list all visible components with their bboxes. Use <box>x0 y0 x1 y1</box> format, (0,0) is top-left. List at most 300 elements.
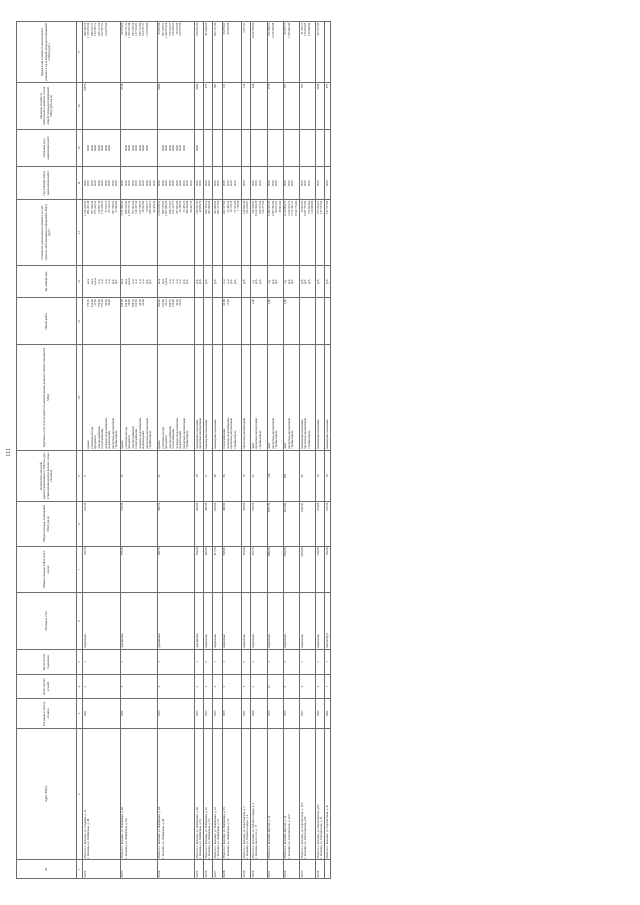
year-finish-line: 2019 <box>241 180 246 187</box>
unit-line: руб. <box>110 278 115 284</box>
volume-cell <box>242 298 251 345</box>
volume-line: 44,50 <box>103 299 108 306</box>
year-finish-line: 2018 <box>164 180 169 187</box>
plan-date-line: 2048 <box>103 145 108 151</box>
address-line: Итого по г. Коломна, ул. Гагарина, д. 32 <box>82 809 87 859</box>
unit-cell <box>83 265 120 298</box>
wall-material-cell <box>251 593 267 649</box>
cost-cell <box>120 200 157 266</box>
column-header: Ед. измере-ния <box>17 265 77 298</box>
total-area-line: 7656,30 <box>283 547 288 557</box>
cost-line: 203 666,04 <box>212 200 217 214</box>
unit-line: руб. <box>303 278 308 284</box>
cost-line: 64 459,66 <box>151 200 156 213</box>
cost-line: 886 451,48 <box>86 200 91 214</box>
address-line: г. Коломна, ул. Пролетарская, д.65 <box>303 816 308 859</box>
floors-line: 2 <box>241 685 246 688</box>
volume-line: 458,00 <box>123 299 128 308</box>
specific-cost-cell <box>325 82 331 129</box>
premises-area-cell <box>251 502 267 546</box>
volume-line: 219,50 <box>134 299 139 308</box>
year-finish-line: 2018 <box>127 180 132 187</box>
unit-line: кв.м <box>123 278 128 285</box>
limit-cost-line: 347 537,00 <box>315 22 320 36</box>
floors-cell <box>267 675 283 698</box>
cost-line: 88 903,62 <box>277 200 282 213</box>
floors-line: 2 <box>250 685 255 688</box>
limit-cost-line: 85 878,86 <box>120 22 125 35</box>
column-header: № <box>17 860 77 879</box>
plan-date-line: 2048 <box>100 145 105 151</box>
unit-line: руб. <box>290 278 295 284</box>
column-header: Плановая дата завершения работ <box>17 129 77 166</box>
plan-date-line: 2048 <box>167 145 172 151</box>
year-finish-line: 2018 <box>134 180 139 187</box>
residents-line: 15 <box>120 474 125 478</box>
specific-cost-line: 1772 <box>267 83 272 90</box>
year-finish-line: 2019 <box>290 180 295 187</box>
volume-cell <box>83 298 120 345</box>
unit-line: руб. <box>306 278 311 284</box>
cost-line: 273 254,21 <box>315 200 320 214</box>
entrances-cell <box>283 649 299 675</box>
limit-cost-line: 6 180 780,00 <box>250 22 255 38</box>
unit-cell <box>251 265 267 298</box>
works-list-line: проектная документация <box>110 418 115 449</box>
unit-cell <box>242 265 251 298</box>
residents-line: 282 <box>283 473 288 478</box>
unit-line: руб. <box>315 278 320 284</box>
floors-cell <box>242 675 251 698</box>
table-row <box>325 22 331 879</box>
wall-material-cell <box>204 593 213 649</box>
works-list-line: крыша <box>120 440 125 449</box>
works-list-line: проектная документация <box>241 418 246 449</box>
year-line: 1975 <box>283 710 288 717</box>
column-number: 2 <box>77 729 83 860</box>
unit-cell <box>204 265 213 298</box>
year-finish-cell <box>222 167 242 200</box>
volume-line: 2,00 <box>267 299 272 305</box>
unit-line: п.м <box>167 279 172 284</box>
year-finish-line: 2018 <box>93 180 98 187</box>
residents-cell <box>251 450 267 502</box>
volume-cell <box>283 298 299 345</box>
wall-material-line: кирпичные <box>267 634 272 648</box>
wall-material-line: кирпичные <box>212 634 217 648</box>
year-finish-cell <box>283 167 299 200</box>
plan-date-line: 2048 <box>164 145 169 151</box>
cost-line: 203 666,04 <box>207 200 212 214</box>
works-list-cell <box>83 345 120 450</box>
column-header: Год ввода в эксплу-атацию <box>17 698 77 728</box>
entrances-cell <box>204 649 213 675</box>
works-list-line: теплоснабжение <box>222 428 227 449</box>
column-header: Стоимость капитального ремонта за счет средств собственников помещений в МКД (руб.) <box>17 200 77 266</box>
year-line: 1955 <box>194 710 199 717</box>
year-finish-line: 2018 <box>103 180 108 187</box>
premises-area-cell <box>316 502 325 546</box>
row-number-cell: 66.91. <box>267 860 283 879</box>
entrances-cell <box>194 649 203 675</box>
volume-cell <box>251 298 267 345</box>
volume-line: 374,00 <box>96 299 101 308</box>
unit-line: п.м <box>134 279 139 284</box>
cost-line: 858 570,94 <box>123 200 128 214</box>
plan-date-cell <box>222 129 242 166</box>
table-row <box>213 22 222 879</box>
specific-cost-line: 9269 <box>194 83 199 90</box>
plan-date-line: 2048 <box>160 145 165 151</box>
plan-date-line: 2048 <box>174 145 179 151</box>
works-list-line: крыша <box>157 440 162 449</box>
year-finish-line: 2018 <box>137 180 142 187</box>
limit-cost-line: 104 371,57 <box>141 22 146 36</box>
table-row <box>194 22 203 879</box>
premises-area-cell <box>157 502 194 546</box>
specific-cost-cell <box>213 82 222 129</box>
year-cell <box>204 698 213 728</box>
address-line: Итого по г. Коломна, ул. Хлыстовская, д. 2 <box>241 806 246 859</box>
cost-line: 74 935,17 <box>144 200 149 213</box>
limit-cost-line: 202 157,00 <box>212 22 217 36</box>
limit-cost-line: 56 873,61 <box>222 22 227 35</box>
unit-line: ед. <box>267 279 272 284</box>
cost-line: 298 508,08 <box>185 200 190 214</box>
floors-cell <box>157 675 194 698</box>
floors-cell <box>222 675 242 698</box>
total-area-line: 958,90 <box>222 547 227 556</box>
unit-cell <box>267 265 283 298</box>
column-header: Материал стен <box>17 593 77 649</box>
wall-material-cell <box>299 593 315 649</box>
limit-cost-line: 135 970,00 <box>144 22 149 36</box>
entrances-cell <box>213 649 222 675</box>
year-line: 1957 <box>299 710 304 717</box>
wall-material-line: деревянные <box>157 633 162 648</box>
cost-cell <box>251 200 267 266</box>
floors-line: 3 <box>203 685 208 688</box>
cost-line: 4 905 585,89 <box>270 200 275 217</box>
table-row <box>83 22 120 879</box>
cost-line: 1 207 868,26 <box>164 200 169 217</box>
volume-cell <box>325 298 331 345</box>
works-list-line: инженерные изыскания <box>203 419 208 449</box>
works-list-line: стройконтроль <box>148 430 153 449</box>
cost-cell <box>157 200 194 266</box>
plan-date-line: 2048 <box>96 145 101 151</box>
year-finish-line: 2019 <box>232 180 237 187</box>
address-cell <box>283 729 299 860</box>
unit-line: руб. <box>299 278 304 284</box>
unit-line: кв.м <box>89 278 94 285</box>
limit-cost-line: 3 077,41 <box>241 22 246 33</box>
year-line: 1955 <box>222 710 227 717</box>
year-finish-cell <box>316 167 325 200</box>
cost-line: 1 078 157,32 <box>127 200 132 217</box>
wall-material-line: кирпичные <box>299 634 304 648</box>
cost-line: 38 188,24 <box>178 200 183 213</box>
year-line: 1960 <box>250 710 255 717</box>
limit-cost-line: 144 675,60 <box>103 22 108 36</box>
premises-area-line: 105,30 <box>82 502 87 511</box>
plan-date-cell <box>242 129 251 166</box>
table-row <box>316 22 325 879</box>
unit-line: руб. <box>198 278 203 284</box>
address-line: г. Коломна, шоссе 4-е, д. 17 <box>254 824 259 859</box>
address-line: Итого по г. Коломна, мкр 4-й, д. 32 <box>267 815 272 859</box>
unit-line: руб. <box>148 278 153 284</box>
limit-cost-line: 1 335 672,04 <box>86 22 91 38</box>
residents-cell <box>267 450 283 502</box>
unit-line: руб. <box>212 278 217 284</box>
address-line: г. Коломна, ул. Фабричная, д. 6А <box>123 818 128 859</box>
table-row <box>251 22 267 879</box>
premises-area-line: 384,90 <box>241 502 246 511</box>
cost-line: 1 739,96 <box>236 200 241 211</box>
limit-cost-line: 85 957,17 <box>283 22 288 35</box>
column-header: Предельная стоимость капитального ремонта 1 кв.м общей площади помещений в МКД (руб.) <box>17 22 77 83</box>
premises-area-cell <box>213 502 222 546</box>
works-list-cell <box>325 345 331 450</box>
volume-cell <box>194 298 203 345</box>
limit-cost-line: 203 666,04 <box>203 22 208 36</box>
year-cell <box>120 698 157 728</box>
row-number-cell: 66.84. <box>157 860 194 879</box>
table-body <box>77 22 331 879</box>
address-line: г. Коломна, ул. Горсоветская, д. 15/2 <box>286 814 291 859</box>
specific-cost-cell <box>251 82 267 129</box>
unit-cell <box>157 265 194 298</box>
works-list-line: холодное водоснабжение <box>103 417 108 449</box>
total-area-line: 3980,30 <box>267 547 272 557</box>
year-cell <box>242 698 251 728</box>
entrances-line: 1 <box>212 661 217 663</box>
unit-line: руб. <box>241 278 246 284</box>
limit-cost-cell <box>222 22 242 83</box>
works-list-line: лифт <box>267 442 272 449</box>
cost-line: 53 483,21 <box>181 200 186 213</box>
column-number: 15 <box>77 129 83 166</box>
residents-cell <box>157 450 194 502</box>
year-line: 1955 <box>203 710 208 717</box>
wall-material-cell <box>242 593 251 649</box>
unit-line: руб. <box>181 278 186 284</box>
year-finish-line: 2019 <box>203 180 208 187</box>
limit-cost-cell <box>120 22 157 83</box>
volume-line: 52,60 <box>141 299 146 306</box>
specific-cost-line: 747 <box>299 83 304 89</box>
works-list-line: водоотведение <box>178 430 183 449</box>
total-area-line: 817,50 <box>212 547 217 556</box>
entrances-cell <box>120 649 157 675</box>
address-line: г. Коломна, ул. Фабричная, д. 18 <box>225 818 230 859</box>
plan-date-line: 2048 <box>194 145 199 151</box>
cost-cell <box>316 200 325 266</box>
limit-cost-line: 86 929,98 <box>225 22 230 35</box>
total-area-line: 384,00 <box>194 547 199 556</box>
entrances-line: 1 <box>267 661 272 663</box>
residents-line: 16 <box>315 474 320 478</box>
wall-material-line: кирпичные <box>222 634 227 648</box>
limit-cost-line: 595 230,52 <box>130 22 135 36</box>
works-list-line: стройконтроль <box>232 430 237 449</box>
year-finish-line: 2018 <box>120 180 125 187</box>
cost-line: 219 740,67 <box>137 200 142 214</box>
year-finish-line: 2019 <box>222 180 227 187</box>
row-number-cell <box>325 860 331 879</box>
row-number-cell: 66.85. <box>194 860 203 879</box>
year-finish-cell <box>299 167 315 200</box>
column-header: Перечень услуг и (или) работ по капитальному ремонту общего имущества МКД <box>17 345 77 450</box>
works-list-line: проектная документация <box>286 418 291 449</box>
year-line: 1894 <box>315 710 320 717</box>
column-number: 9 <box>77 450 83 502</box>
unit-line: руб. <box>270 278 275 284</box>
specific-cost-cell <box>83 82 120 129</box>
unit-line: руб. <box>114 278 119 284</box>
cost-cell <box>283 200 299 266</box>
cost-line: 118 377,00 <box>261 200 266 214</box>
total-area-cell <box>299 546 315 593</box>
wall-material-line: кирпичные <box>241 634 246 648</box>
limit-cost-line: 144 595,71 <box>93 22 98 36</box>
specific-cost-cell <box>299 82 315 129</box>
floors-line: 2 <box>82 685 87 688</box>
entrances-line: 1 <box>299 661 304 663</box>
limit-cost-line: 650 113,56 <box>96 22 101 36</box>
works-list-line: проектная документация <box>303 418 308 449</box>
entrances-cell <box>242 649 251 675</box>
volume-line: 378,10 <box>86 299 91 308</box>
limit-cost-line: 1 442 974,18 <box>164 22 169 38</box>
address-cell <box>242 729 251 860</box>
unit-line: кв.м <box>160 278 165 285</box>
wall-material-cell <box>325 593 331 649</box>
limit-cost-line: 85 857,86 <box>157 22 162 35</box>
works-list-cell <box>267 345 283 450</box>
column-header: Объем работ <box>17 298 77 345</box>
row-number-cell: 66.88. <box>222 860 242 879</box>
year-cell <box>194 698 203 728</box>
year-finish-line: 2018 <box>82 180 87 187</box>
cost-line: 675 162,41 <box>93 200 98 214</box>
year-finish-cell <box>267 167 283 200</box>
plan-date-line: 2048 <box>130 145 135 151</box>
volume-line: 398,70 <box>167 299 172 308</box>
address-line: Итого по г. Коломна, ул. Горсоветская, д. 15/2 <box>299 802 304 859</box>
limit-cost-cell <box>213 22 222 83</box>
address-line: Итого по г. Коломна, ул. Фабричная, д. 19 <box>222 807 227 859</box>
residents-cell <box>325 450 331 502</box>
residents-cell <box>222 450 242 502</box>
cost-line: 3 511 590,91 <box>120 200 125 216</box>
row-number-cell: 66.82. <box>83 860 120 879</box>
unit-line: ед. <box>250 279 255 284</box>
limit-cost-line: 150 024,05 <box>303 22 308 36</box>
unit-line: руб. <box>194 278 199 284</box>
year-line: 1952 <box>120 710 125 717</box>
year-cell <box>325 698 331 728</box>
works-list-line: холодное водоснабжение <box>137 417 142 449</box>
cost-cell <box>204 200 213 266</box>
unit-line: кв.м <box>120 278 125 285</box>
limit-cost-line: 41 935,51 <box>299 22 304 35</box>
floors-line: 2 <box>222 685 227 688</box>
works-list-line: теплоснабжение <box>134 428 139 449</box>
year-finish-line: 2019 <box>194 180 199 187</box>
column-number: 3 <box>77 698 83 728</box>
volume-cell <box>267 298 283 345</box>
volume-line: 2,00 <box>250 299 255 305</box>
premises-area-line: 169,50 <box>324 502 329 511</box>
specific-cost-line: 446 <box>250 83 255 89</box>
specific-cost-cell <box>283 82 299 129</box>
limit-cost-cell <box>325 22 331 83</box>
premises-area-line: 6013,00 <box>283 502 288 513</box>
year-finish-line: 2018 <box>174 180 179 187</box>
row-number-cell: 66.93. <box>299 860 315 879</box>
limit-cost-line: 638 113,90 <box>137 22 142 36</box>
unit-line: п.м <box>222 279 227 284</box>
residents-line: 17 <box>203 474 208 478</box>
total-area-line: 165,50 <box>82 547 87 556</box>
works-list-line: проектная документация <box>254 418 259 449</box>
cost-line: 57 553,08 <box>232 200 237 213</box>
works-list-cell <box>222 345 242 450</box>
entrances-cell <box>299 649 315 675</box>
residents-cell <box>242 450 251 502</box>
specific-cost-line: 2448 <box>315 83 320 90</box>
wall-material-line: брevno/брус <box>324 632 329 648</box>
cost-line: 207 952,00 <box>174 200 179 214</box>
row-number-cell: 66.83. <box>120 860 157 879</box>
address-cell <box>325 729 331 860</box>
year-finish-line: 2019 <box>324 180 329 187</box>
year-line: 1951 <box>241 710 246 717</box>
specific-cost-cell <box>242 82 251 129</box>
residents-cell <box>194 450 203 502</box>
total-area-line: 2302,60 <box>299 547 304 557</box>
entrances-line: 1 <box>315 661 320 663</box>
cost-line: 68 267,35 <box>188 200 193 213</box>
address-cell <box>213 729 222 860</box>
table-row <box>267 22 283 879</box>
residents-cell <box>316 450 325 502</box>
year-finish-line: 2018 <box>123 180 128 187</box>
limit-cost-line: 332 290,21 <box>267 22 272 36</box>
cost-line: 51 812,73 <box>103 200 108 213</box>
address-line: Итого по г. Коломна, ул. Фабричная, д. 4Б <box>120 806 125 859</box>
volume-cell <box>299 298 315 345</box>
address-line: г. Коломна, ул. Фабричная, д. 4Б <box>86 818 91 859</box>
works-list-line: водоотведение <box>107 430 112 449</box>
total-area-cell <box>316 546 325 593</box>
floors-line: 2 <box>120 685 125 688</box>
specific-cost-cell <box>194 82 203 129</box>
works-list-line: стройконтроль <box>306 430 311 449</box>
total-area-line: 480,90 <box>203 547 208 556</box>
total-area-line: 379,30 <box>120 547 125 556</box>
total-area-line: 384,00 <box>241 547 246 556</box>
cost-line: 869 139,05 <box>160 200 165 214</box>
works-list-cell <box>194 345 203 450</box>
column-number: 10 <box>77 345 83 450</box>
cost-line: 128 367,42 <box>134 200 139 214</box>
year-cell <box>283 698 299 728</box>
address-line: Итого по г. Коломна, ул. Фабричная, д. 16 <box>212 807 217 859</box>
residents-line: 19 <box>241 474 246 478</box>
